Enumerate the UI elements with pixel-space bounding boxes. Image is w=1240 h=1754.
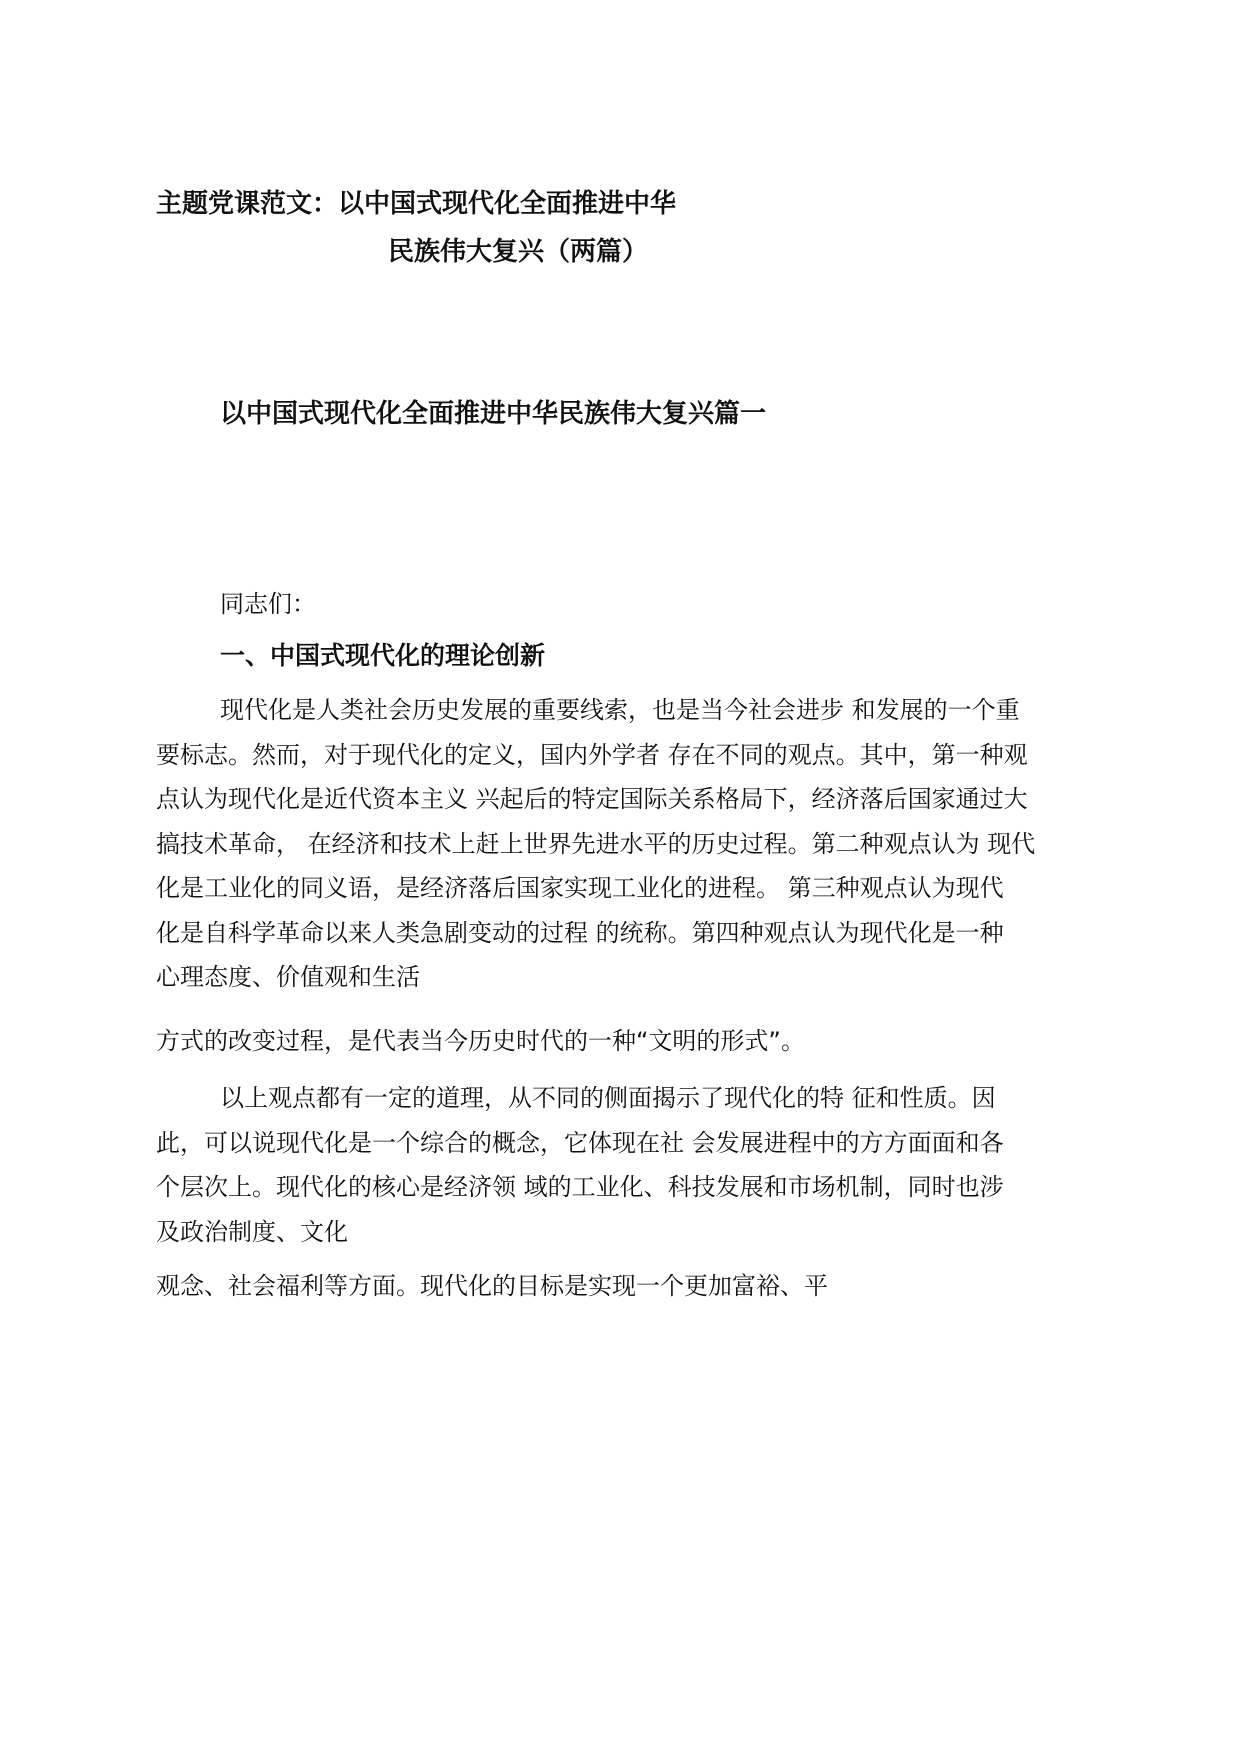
heading-theoretical-innovation: 一、中国式现代化的理论创新 <box>220 641 546 670</box>
paragraph-line: 点认为现代化是近代资本主义 兴起后的特定国际关系格局下，经济落后国家通过大 <box>156 785 1028 813</box>
document-title-line-1: 主题党课范文：以中国式现代化全面推进中华 <box>156 189 677 219</box>
paragraph-line: 个层次上。现代化的核心是经济领 域的工业化、科技发展和市场机制，同时也涉 <box>156 1173 1004 1201</box>
section-title: 以中国式现代化全面推进中华民族伟大复兴篇一 <box>220 399 767 429</box>
paragraph-line: 要标志。然而，对于现代化的定义，国内外学者 存在不同的观点。其中，第一种观 <box>156 740 1028 769</box>
salutation: 同志们： <box>220 590 316 618</box>
paragraph-2 <box>156 1019 805 1064</box>
document-title-line-2: 民族伟大复兴（两篇） <box>388 237 649 267</box>
paragraph-line: 此，可以说现代化是一个综合的概念，它体现在社 会发展进程中的方方面面和各 <box>156 1128 1004 1157</box>
paragraph-line: 方式的改变过程，是代表当今历史时代的一种“文明的形式”。 <box>156 1027 805 1055</box>
paragraph-line: 观念、社会福利等方面。现代化的目标是实现一个更加富裕、平 <box>156 1272 828 1300</box>
paragraph-line: 及政治制度、文化 <box>156 1217 348 1246</box>
paragraph-line: 以上观点都有一定的道理，从不同的侧面揭示了现代化的特 征和性质。因 <box>220 1084 996 1112</box>
paragraph-3 <box>156 1076 1004 1254</box>
paragraph-4 <box>156 1264 828 1309</box>
paragraph-1 <box>156 688 1035 1000</box>
paragraph-line: 搞技术革命， 在经济和技术上赶上世界先进水平的历史过程。第二种观点认为 现代 <box>156 829 1036 858</box>
paragraph-line: 现代化是人类社会历史发展的重要线索，也是当今社会进步 和发展的一个重 <box>220 696 1020 724</box>
paragraph-line: 化是自科学革命以来人类急剧变动的过程 的统称。第四种观点认为现代化是一种 <box>156 918 1004 947</box>
paragraph-line: 化是工业化的同义语，是经济落后国家实现工业化的进程。 第三种观点认为现代 <box>156 874 1004 902</box>
paragraph-line: 心理态度、价值观和生活 <box>156 963 420 991</box>
